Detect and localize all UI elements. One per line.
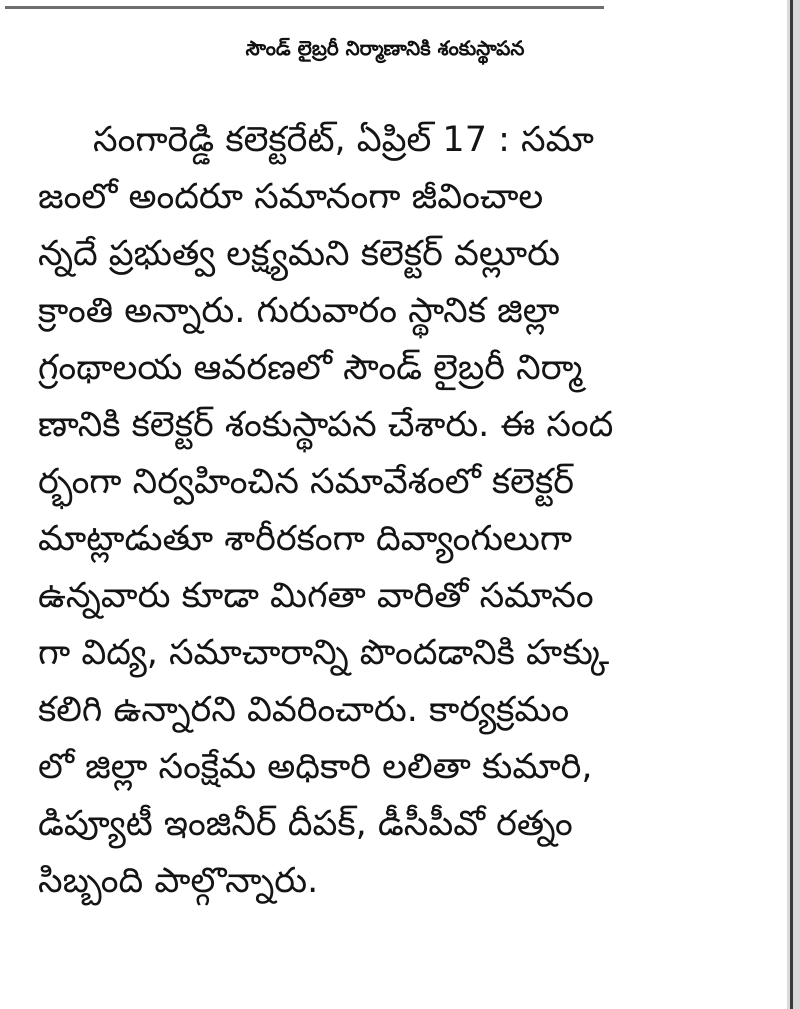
body-line: డిప్యూటీ ఇంజినీర్ దీపక్, డీసీపీవో రత్నం	[38, 804, 573, 844]
body-line: క్రాంతి అన్నారు. గురువారం స్థానిక జిల్లా	[38, 291, 560, 331]
body-line: గా విద్య, సమాచారాన్ని పొందడానికి హక్కు	[38, 633, 610, 673]
body-line: సిబ్బంది పాల్గొన్నారు.	[38, 861, 319, 901]
body-line: న్నదే ప్రభుత్వ లక్ష్యమని కలెక్టర్ వల్లూరు	[38, 234, 560, 274]
body-line: ర్భంగా నిర్వహించిన సమావేశంలో కలెక్టర్	[38, 462, 575, 502]
body-line: ణానికి కలెక్టర్ శంకుస్థాపన చేశారు. ఈ సంద	[38, 405, 614, 445]
body-line: ఉన్నవారు కూడా మిగతా వారితో సమానం	[38, 576, 594, 616]
headline: సౌండ్ లైబ్రరీ నిర్మాణానికి శంకుస్థాపన	[245, 36, 525, 60]
body-line: గ్రంథాలయ ఆవరణలో సౌండ్ లైబ్రరీ నిర్మా	[38, 348, 583, 388]
article-body	[38, 112, 738, 910]
body-line: లో జిల్లా సంక్షేమ అధికారి లలితా కుమారి,	[38, 747, 593, 787]
body-line: కలిగి ఉన్నారని వివరించారు. కార్యక్రమం	[38, 690, 570, 730]
body-line: మాట్లాడుతూ శారీరకంగా దివ్యాంగులుగా	[38, 519, 573, 559]
column-rule	[787, 0, 800, 1009]
body-line: జంలో అందరూ సమానంగా జీవించాల	[38, 177, 544, 217]
body-line: సంగారెడ్డి కలెక్టరేట్, ఏప్రిల్ 17 : సమా	[93, 120, 594, 160]
top-rule	[5, 6, 604, 9]
